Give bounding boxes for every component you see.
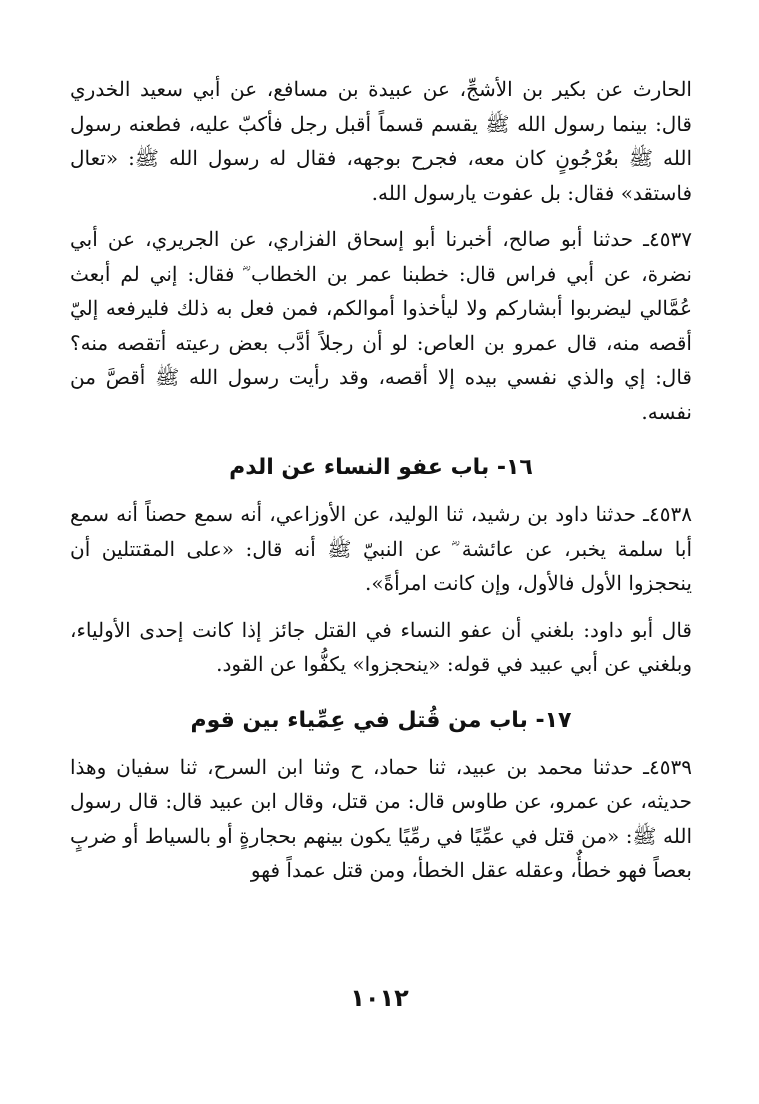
paragraph-hadith-4539: ٤٥٣٩ـ حدثنا محمد بن عبيد، ثنا حماد، ح وثنا ابن السرح، ثنا سفيان وهذا حديثه، عن عمرو، عن طاوس قال: من قتل، وقال ابن عبيد قال: قال رسول الله ﷺ: «من قتل في عمِّيًا في رمِّيًا يكون بينهم بحجارةٍ أو بالسياط أو ضربٍ بعصاً فهو خطأٌ، وعقله عقل الخطأ، ومن قتل عمداً فهو xyxy=(70,754,692,882)
paragraph-hadith-continuation: الحارث عن بكير بن الأشجِّ، عن عبيدة بن مسافع، عن أبي سعيد الخدري قال: بينما رسول الله ﷺ يقسم قسماً أقبل رجل فأكبّ عليه، فطعنه رسول الله ﷺ بعُرْجُونٍ كان معه، فجرح بوجهه، فقال له رسول الله ﷺ: «تعال فاستقد» فقال: بل عفوت يارسول الله. xyxy=(70,77,692,205)
paragraph-hadith-4537: ٤٥٣٧ـ حدثنا أبو صالح، أخبرنا أبو إسحاق الفزاري، عن الجريري، عن أبي نضرة، عن أبي فراس قال: خطبنا عمر بن الخطاب ؓ فقال: إني لم أبعث عُمَّالي ليضربوا أبشاركم ولا ليأخذوا أموالكم، فمن فعل به ذلك فليرفعه إليّ أقصه منه، قال عمرو بن العاص: لو أن رجلاً أدَّب بعض رعيته أتقصه منه؟ قال: إي والذي نفسي بيده إلا أقصه، وقد رأيت رسول الله ﷺ أقصَّ من نفسه. xyxy=(70,227,692,424)
page-number: ١٠١٢ xyxy=(350,984,409,1012)
chapter-heading-17: ١٧- باب من قُتل في عِمِّياء بين قوم xyxy=(190,707,572,733)
paragraph-hadith-4538: ٤٥٣٨ـ حدثنا داود بن رشيد، ثنا الوليد، عن الأوزاعي، أنه سمع حصناً أنه سمع أبا سلمة يخبر، عن عائشة ؓ عن النبيّ ﷺ أنه قال: «على المقتتلين أن ينحجزوا الأول فالأول، وإن كانت امرأةً». xyxy=(70,502,692,595)
chapter-heading-16: ١٦- باب عفو النساء عن الدم xyxy=(229,455,533,480)
page-body xyxy=(70,72,692,888)
paragraph-abu-dawud-comment: قال أبو داود: بلغني أن عفو النساء في القتل جائز إذا كانت إحدى الأولياء، وبلغني عن أبي عبيد في قوله: «ينحجزوا» يكفُّوا عن القود. xyxy=(70,617,692,676)
